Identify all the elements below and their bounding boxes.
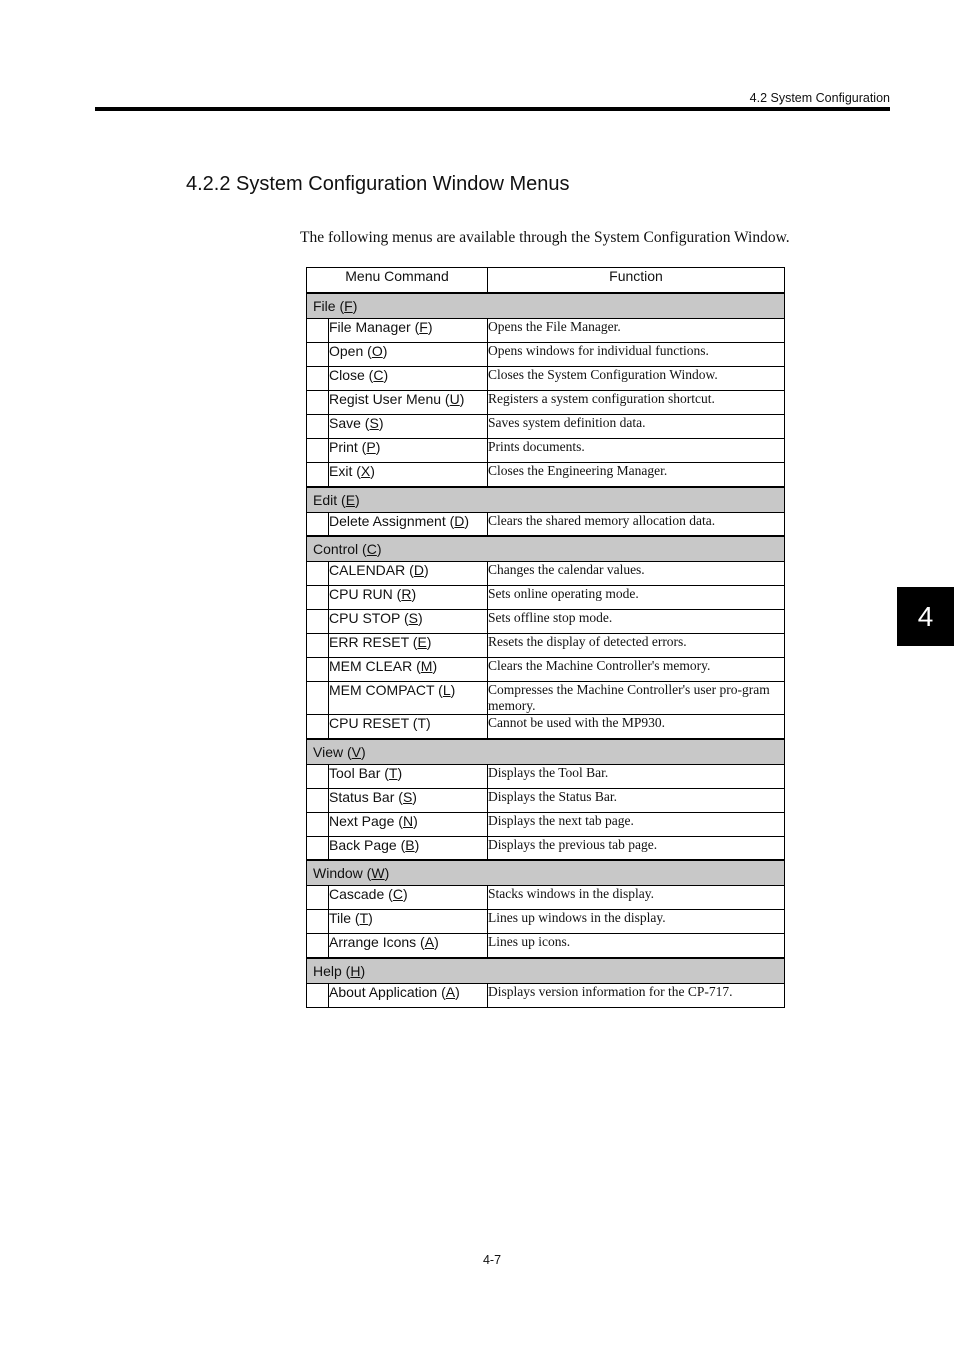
menu-function-description: Lines up windows in the display. bbox=[488, 910, 785, 934]
menu-item-row bbox=[307, 343, 785, 367]
menu-command-cell: Back Page (B) bbox=[329, 836, 488, 860]
menu-function-description: Lines up icons. bbox=[488, 934, 785, 958]
menu-command-accelerator-key: S bbox=[402, 788, 413, 805]
menu-function-description: Resets the display of detected errors. bbox=[488, 634, 785, 658]
indent-cell bbox=[307, 682, 329, 715]
indent-cell bbox=[307, 658, 329, 682]
menu-command-label: CPU STOP bbox=[329, 610, 401, 626]
menu-command-cell: Close (C) bbox=[329, 367, 488, 391]
menu-command-accelerator-key: P bbox=[366, 439, 376, 455]
menu-function-description: Compresses the Machine Controller's user pro-gram memory. bbox=[488, 682, 785, 715]
menu-command-accelerator-key: O bbox=[371, 343, 383, 359]
menu-item-row bbox=[307, 634, 785, 658]
menu-item-row bbox=[307, 658, 785, 682]
menu-command-label: Next Page bbox=[329, 812, 395, 829]
menu-item-row bbox=[307, 682, 785, 715]
menu-function-description: Opens the File Manager. bbox=[488, 319, 785, 343]
menu-group-label: Edit (E) bbox=[307, 487, 785, 513]
menu-command-accelerator-key: T bbox=[388, 764, 398, 781]
menu-function-description: Displays the Status Bar. bbox=[488, 788, 785, 812]
menu-item-row bbox=[307, 586, 785, 610]
menu-command-accelerator-key: E bbox=[417, 634, 427, 650]
indent-cell bbox=[307, 439, 329, 463]
menu-command-accelerator-key: X bbox=[360, 463, 371, 479]
chapter-tab: 4 bbox=[897, 587, 954, 646]
menu-item-row bbox=[307, 463, 785, 487]
menu-group-row bbox=[307, 487, 785, 513]
menu-command-accelerator-key: R bbox=[401, 586, 412, 602]
menu-group-name: Help bbox=[313, 962, 342, 979]
menu-function-description: Clears the Machine Controller's memory. bbox=[488, 658, 785, 682]
indent-cell bbox=[307, 562, 329, 586]
menu-group-label: File (F) bbox=[307, 293, 785, 319]
menu-command-cell: Delete Assignment (D) bbox=[329, 512, 488, 536]
menu-command-label: Open bbox=[329, 343, 364, 359]
running-head: 4.2 System Configuration bbox=[749, 91, 890, 105]
menu-item-row bbox=[307, 788, 785, 812]
menu-function-description: Sets offline stop mode. bbox=[488, 610, 785, 634]
column-header-menu-command: Menu Command bbox=[307, 268, 488, 294]
menu-group-row bbox=[307, 536, 785, 562]
indent-cell bbox=[307, 415, 329, 439]
indent-cell bbox=[307, 812, 329, 836]
header-rule bbox=[95, 107, 890, 111]
menu-function-description: Displays version information for the CP-717. bbox=[488, 983, 785, 1007]
menu-command-label: Tool Bar bbox=[329, 764, 381, 781]
menu-command-cell: Cascade (C) bbox=[329, 886, 488, 910]
menu-function-description: Displays the next tab page. bbox=[488, 812, 785, 836]
menu-command-accelerator-key: B bbox=[405, 836, 415, 853]
menu-group-row bbox=[307, 958, 785, 984]
menu-function-description: Cannot be used with the MP930. bbox=[488, 715, 785, 739]
menu-function-description: Closes the System Configuration Window. bbox=[488, 367, 785, 391]
menu-group-label: Control (C) bbox=[307, 536, 785, 562]
table-header-row bbox=[307, 268, 785, 294]
menu-command-label: Regist User Menu bbox=[329, 391, 442, 407]
menu-command-accelerator-key: F bbox=[419, 319, 428, 335]
menu-group-name: File bbox=[313, 298, 336, 314]
menu-command-accelerator-key: C bbox=[373, 367, 384, 383]
menu-command-accelerator-key: A bbox=[445, 983, 456, 1000]
indent-cell bbox=[307, 343, 329, 367]
menu-command-label: MEM CLEAR bbox=[329, 658, 413, 674]
menu-command-label: Save bbox=[329, 415, 361, 431]
menu-command-cell: Status Bar (S) bbox=[329, 788, 488, 812]
menu-command-label: CPU RESET bbox=[329, 715, 409, 731]
menu-command-label: MEM COMPACT bbox=[329, 682, 435, 698]
menu-command-label: Cascade bbox=[329, 886, 385, 902]
menu-group-row bbox=[307, 860, 785, 886]
indent-cell bbox=[307, 910, 329, 934]
menu-command-accelerator-key: U bbox=[449, 391, 460, 407]
menu-command-cell: Open (O) bbox=[329, 343, 488, 367]
menu-function-description: Sets online operating mode. bbox=[488, 586, 785, 610]
menu-command-cell: ERR RESET (E) bbox=[329, 634, 488, 658]
indent-cell bbox=[307, 886, 329, 910]
menu-command-cell: MEM CLEAR (M) bbox=[329, 658, 488, 682]
intro-paragraph: The following menus are available through the System Configuration Window. bbox=[300, 229, 790, 246]
menu-function-description: Registers a system configuration shortcut. bbox=[488, 391, 785, 415]
indent-cell bbox=[307, 367, 329, 391]
menu-item-row bbox=[307, 715, 785, 739]
menu-command-label: Delete Assignment bbox=[329, 512, 446, 529]
menu-item-row bbox=[307, 764, 785, 788]
menu-item-row bbox=[307, 367, 785, 391]
menu-command-cell: MEM COMPACT (L) bbox=[329, 682, 488, 715]
menu-function-description: Closes the Engineering Manager. bbox=[488, 463, 785, 487]
indent-cell bbox=[307, 586, 329, 610]
menu-command-label: Exit bbox=[329, 463, 353, 479]
menu-command-cell: Arrange Icons (A) bbox=[329, 934, 488, 958]
menu-group-label: View (V) bbox=[307, 739, 785, 765]
menu-function-description: Changes the calendar values. bbox=[488, 562, 785, 586]
menu-function-description: Displays the Tool Bar. bbox=[488, 764, 785, 788]
menu-command-cell: CPU RESET (T) bbox=[329, 715, 488, 739]
menu-command-cell: About Application (A) bbox=[329, 983, 488, 1007]
indent-cell bbox=[307, 319, 329, 343]
menu-command-label: File Manager bbox=[329, 319, 411, 335]
menu-command-accelerator-key: S bbox=[369, 415, 379, 431]
menu-table-body bbox=[307, 293, 785, 1007]
menu-group-accelerator-key: F bbox=[344, 298, 353, 314]
menu-item-row bbox=[307, 512, 785, 536]
menu-command-accelerator-key: L bbox=[442, 682, 451, 698]
menu-command-label: Print bbox=[329, 439, 358, 455]
menu-item-row bbox=[307, 439, 785, 463]
menu-command-cell: CPU STOP (S) bbox=[329, 610, 488, 634]
menu-command-cell: Print (P) bbox=[329, 439, 488, 463]
indent-cell bbox=[307, 788, 329, 812]
indent-cell bbox=[307, 983, 329, 1007]
menu-item-row bbox=[307, 983, 785, 1007]
menu-item-row bbox=[307, 415, 785, 439]
menu-command-label: ERR RESET bbox=[329, 634, 409, 650]
column-header-function: Function bbox=[488, 268, 785, 294]
indent-cell bbox=[307, 463, 329, 487]
indent-cell bbox=[307, 715, 329, 739]
menu-function-description: Displays the previous tab page. bbox=[488, 836, 785, 860]
menu-command-cell: Save (S) bbox=[329, 415, 488, 439]
indent-cell bbox=[307, 934, 329, 958]
menu-command-label: About Application bbox=[329, 983, 438, 1000]
menu-function-description: Saves system definition data. bbox=[488, 415, 785, 439]
menu-command-cell: File Manager (F) bbox=[329, 319, 488, 343]
menu-command-accelerator-key: S bbox=[408, 610, 418, 626]
menu-group-label: Window (W) bbox=[307, 860, 785, 886]
menu-command-label: Arrange Icons bbox=[329, 934, 417, 950]
indent-cell bbox=[307, 764, 329, 788]
menu-command-cell: Regist User Menu (U) bbox=[329, 391, 488, 415]
menu-command-accelerator-key: T bbox=[417, 715, 426, 731]
menu-group-accelerator-key: H bbox=[350, 962, 361, 979]
menu-command-label: CPU RUN bbox=[329, 586, 393, 602]
menu-item-row bbox=[307, 910, 785, 934]
indent-cell bbox=[307, 634, 329, 658]
menu-group-row bbox=[307, 293, 785, 319]
menu-command-accelerator-key: D bbox=[454, 512, 465, 529]
menu-function-description: Opens windows for individual functions. bbox=[488, 343, 785, 367]
indent-cell bbox=[307, 391, 329, 415]
menu-group-accelerator-key: V bbox=[351, 743, 361, 760]
menu-group-row bbox=[307, 739, 785, 765]
menu-item-row bbox=[307, 836, 785, 860]
menu-command-accelerator-key: C bbox=[392, 886, 403, 902]
menu-item-row bbox=[307, 562, 785, 586]
menu-command-label: Back Page bbox=[329, 836, 397, 853]
menu-command-accelerator-key: D bbox=[413, 562, 424, 578]
indent-cell bbox=[307, 836, 329, 860]
menu-command-label: Status Bar bbox=[329, 788, 395, 805]
section-title: 4.2.2 System Configuration Window Menus bbox=[186, 173, 570, 195]
menu-group-accelerator-key: W bbox=[371, 865, 385, 881]
menu-group-name: View bbox=[313, 743, 344, 760]
menu-function-description: Clears the shared memory allocation data. bbox=[488, 512, 785, 536]
menu-command-cell: Next Page (N) bbox=[329, 812, 488, 836]
menu-group-accelerator-key: C bbox=[366, 541, 377, 557]
menu-function-description: Stacks windows in the display. bbox=[488, 886, 785, 910]
menu-function-description: Prints documents. bbox=[488, 439, 785, 463]
menu-command-accelerator-key: M bbox=[420, 658, 433, 674]
menu-item-row bbox=[307, 812, 785, 836]
page-number: 4-7 bbox=[482, 1253, 502, 1267]
menu-item-row bbox=[307, 886, 785, 910]
menu-command-label: Tile bbox=[329, 910, 352, 926]
menu-command-cell: CPU RUN (R) bbox=[329, 586, 488, 610]
menu-command-cell: CALENDAR (D) bbox=[329, 562, 488, 586]
menu-command-accelerator-key: N bbox=[402, 812, 414, 829]
menu-group-name: Control bbox=[313, 541, 359, 557]
menu-command-accelerator-key: T bbox=[359, 910, 369, 926]
menu-item-row bbox=[307, 319, 785, 343]
menu-group-accelerator-key: E bbox=[345, 491, 356, 508]
menu-command-cell: Exit (X) bbox=[329, 463, 488, 487]
menu-item-row bbox=[307, 610, 785, 634]
menu-command-label: Close bbox=[329, 367, 365, 383]
indent-cell bbox=[307, 610, 329, 634]
menu-command-label: CALENDAR bbox=[329, 562, 406, 578]
menu-command-table bbox=[306, 267, 785, 1008]
menu-command-accelerator-key: A bbox=[424, 934, 435, 950]
menu-item-row bbox=[307, 391, 785, 415]
menu-command-cell: Tool Bar (T) bbox=[329, 764, 488, 788]
menu-group-name: Window bbox=[313, 865, 363, 881]
menu-group-name: Edit bbox=[313, 491, 338, 508]
menu-item-row bbox=[307, 934, 785, 958]
menu-command-cell: Tile (T) bbox=[329, 910, 488, 934]
menu-group-label: Help (H) bbox=[307, 958, 785, 984]
indent-cell bbox=[307, 512, 329, 536]
